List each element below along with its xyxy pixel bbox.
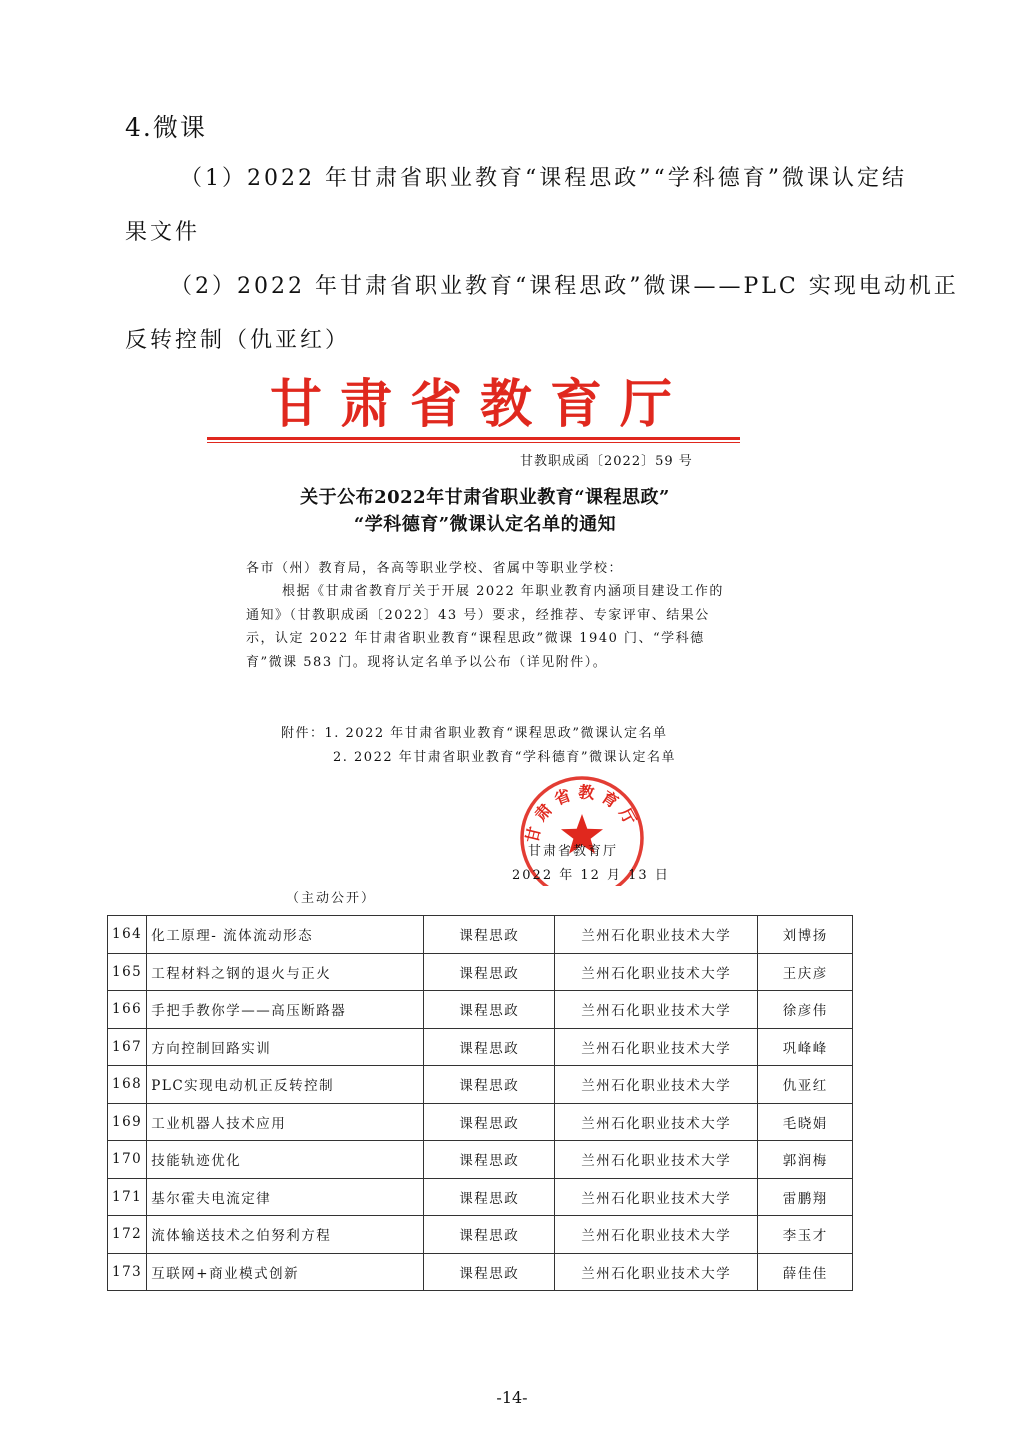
school-cell: 兰州石化职业技术大学 [555, 953, 758, 991]
course-name-cell: 流体输送技术之伯努利方程 [147, 1216, 424, 1254]
teacher-cell: 李玉才 [758, 1216, 853, 1254]
school-cell: 兰州石化职业技术大学 [555, 1028, 758, 1066]
row-number-cell: 168 [108, 1066, 147, 1104]
letterhead-rule-thin [207, 442, 740, 443]
course-name-cell: 工程材料之钢的退火与正火 [147, 953, 424, 991]
school-cell: 兰州石化职业技术大学 [555, 916, 758, 954]
attachment-1: 附件：1. 2022 年甘肃省职业教育“课程思政”微课认定名单 [281, 726, 668, 741]
school-cell: 兰州石化职业技术大学 [555, 1103, 758, 1141]
teacher-cell: 徐彦伟 [758, 991, 853, 1029]
seal-signature-text: 甘肃省教育厅 [528, 844, 619, 859]
row-number-cell: 173 [108, 1253, 147, 1291]
notice-date: 2022 年 12 月 13 日 [512, 868, 670, 883]
course-name-cell: 手把手教你学——高压断路器 [147, 991, 424, 1029]
table-row [108, 1253, 853, 1291]
teacher-cell: 雷鹏翔 [758, 1178, 853, 1216]
teacher-cell: 王庆彦 [758, 953, 853, 991]
course-name-cell: PLC实现电动机正反转控制 [147, 1066, 424, 1104]
course-name-cell: 互联网+商业模式创新 [147, 1253, 424, 1291]
school-cell: 兰州石化职业技术大学 [555, 1253, 758, 1291]
page-number: -14- [496, 1388, 528, 1407]
course-type-cell: 课程思政 [424, 991, 555, 1029]
course-type-cell: 课程思政 [424, 953, 555, 991]
course-name-cell: 方向控制回路实训 [147, 1028, 424, 1066]
course-type-cell: 课程思政 [424, 1253, 555, 1291]
notice-title-line-1: 关于公布2022年甘肃省职业教育“课程思政” [300, 487, 670, 508]
row-number-cell: 170 [108, 1141, 147, 1179]
notice-title-line-2: “学科德育”微课认定名单的通知 [353, 514, 617, 535]
section-heading: 4.微课 [125, 113, 207, 142]
notice-body-text: 根据《甘肃省教育厅关于开展 2022 年职业教育内涵项目建设工作的通知》（甘教职成函〔2022〕43 号）要求，经推荐、专家评审、结果公示，认定 2022 年甘肃省职业教育“课程思政”微课 1940 门、“学科德育”微课 583 门。现将认定名单予以公布（详见附件）。 [246, 584, 724, 670]
attachment-2: 2. 2022 年甘肃省职业教育“学科德育”微课认定名单 [333, 750, 677, 765]
course-type-cell: 课程思政 [424, 1103, 555, 1141]
seal-arc-text: 甘肃省教育厅 [522, 782, 643, 845]
course-type-cell: 课程思政 [424, 1066, 555, 1104]
item-1-line-1: （1）2022 年甘肃省职业教育“课程思政”“学科德育”微课认定结 [180, 166, 907, 191]
item-2-line-1: （2）2022 年甘肃省职业教育“课程思政”微课——PLC 实现电动机正 [170, 274, 959, 299]
row-number-cell: 172 [108, 1216, 147, 1254]
item-2-line-2: 反转控制（仇亚红） [125, 328, 351, 353]
notice-title [240, 484, 730, 538]
course-type-cell: 课程思政 [424, 916, 555, 954]
notice-addressee: 各市（州）教育局，各高等职业学校、省属中等职业学校： [246, 561, 624, 576]
course-type-cell: 课程思政 [424, 1028, 555, 1066]
row-number-cell: 164 [108, 916, 147, 954]
school-cell: 兰州石化职业技术大学 [555, 1141, 758, 1179]
item-1-line-2: 果文件 [125, 220, 201, 245]
course-name-cell: 化工原理- 流体流动形态 [147, 916, 424, 954]
table-row [108, 916, 853, 954]
table-row [108, 991, 853, 1029]
table-row [108, 1066, 853, 1104]
course-name-cell: 基尔霍夫电流定律 [147, 1178, 424, 1216]
course-name-cell: 工业机器人技术应用 [147, 1103, 424, 1141]
row-number-cell: 171 [108, 1178, 147, 1216]
table-row [108, 1103, 853, 1141]
disclosure-note: （主动公开） [286, 891, 377, 906]
course-type-cell: 课程思政 [424, 1216, 555, 1254]
document-number: 甘教职成函〔2022〕59 号 [520, 454, 693, 469]
teacher-cell: 仇亚红 [758, 1066, 853, 1104]
teacher-cell: 郭润梅 [758, 1141, 853, 1179]
row-number-cell: 169 [108, 1103, 147, 1141]
school-cell: 兰州石化职业技术大学 [555, 1178, 758, 1216]
school-cell: 兰州石化职业技术大学 [555, 1216, 758, 1254]
notice-body [246, 580, 724, 674]
table-row [108, 953, 853, 991]
table-row [108, 1178, 853, 1216]
teacher-cell: 刘博扬 [758, 916, 853, 954]
course-list-table [107, 915, 853, 1291]
row-number-cell: 166 [108, 991, 147, 1029]
teacher-cell: 薛佳佳 [758, 1253, 853, 1291]
row-number-cell: 165 [108, 953, 147, 991]
school-cell: 兰州石化职业技术大学 [555, 1066, 758, 1104]
row-number-cell: 167 [108, 1028, 147, 1066]
table-row [108, 1141, 853, 1179]
course-type-cell: 课程思政 [424, 1178, 555, 1216]
table-row [108, 1216, 853, 1254]
teacher-cell: 毛晓娟 [758, 1103, 853, 1141]
course-type-cell: 课程思政 [424, 1141, 555, 1179]
table-row [108, 1028, 853, 1066]
teacher-cell: 巩峰峰 [758, 1028, 853, 1066]
course-name-cell: 技能轨迹优化 [147, 1141, 424, 1179]
issuer-letterhead: 甘肃省教育厅 [269, 374, 690, 435]
letterhead-rule [207, 437, 740, 440]
school-cell: 兰州石化职业技术大学 [555, 991, 758, 1029]
